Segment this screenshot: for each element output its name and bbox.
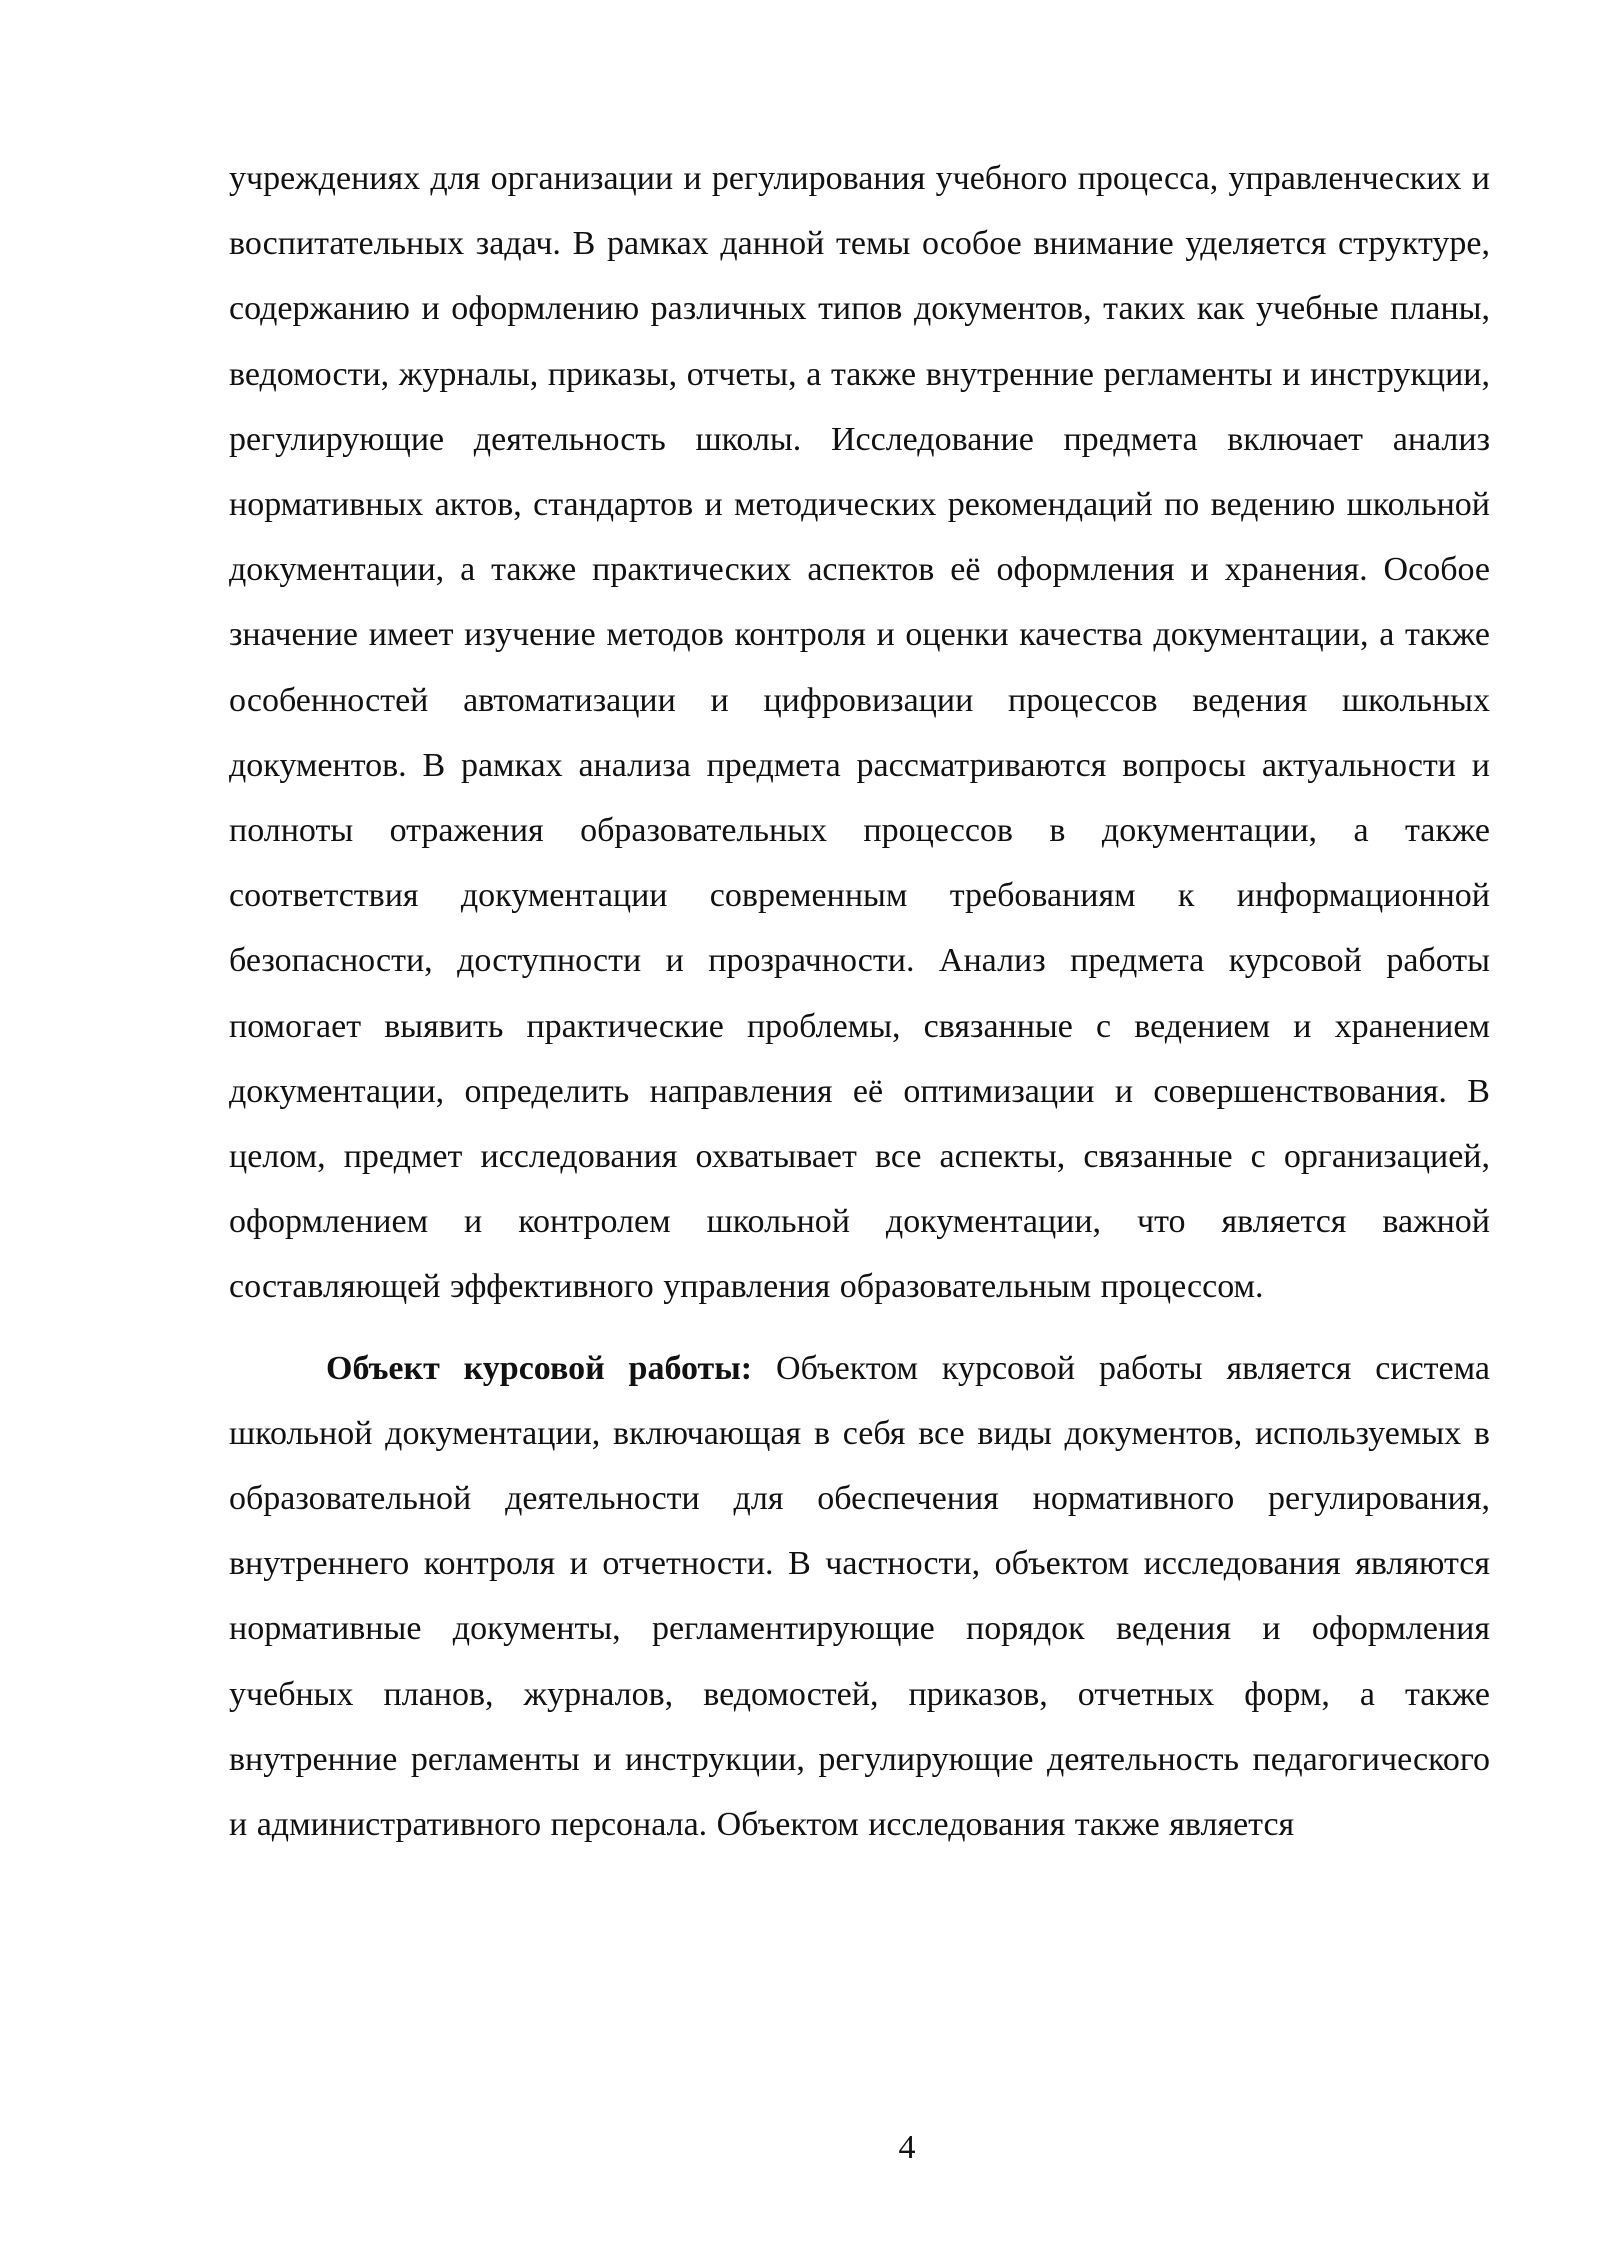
body-text (229, 146, 1490, 1857)
page-number: 4 (898, 2129, 916, 2166)
paragraph-object (229, 1336, 1490, 1858)
paragraph-object-body: Объектом курсовой работы является система школьной документации, включающая в себя все виды документов, используемых в образовательной деятельности для обеспечения нормативного регулирования, внутреннего контроля и отчетности. В частности, объектом исследования являются нормативные документы, регламентирующие порядок ведения и оформления учебных планов, журналов, ведомостей, приказов, отчетных форм, а также внутренние регламенты и инструкции, регулирующие деятельность педагогического и административного персонала. Объектом исследования также является (229, 1349, 1490, 1844)
paragraph-subject: учреждениях для организации и регулирования учебного процесса, управленческих и воспитательных задач. В рамках данной темы особое внимание уделяется структуре, содержанию и оформлению различных типов документов, таких как учебные планы, ведомости, журналы, приказы, отчеты, а также внутренние регламенты и инструкции, регулирующие деятельность школы. Исследование предмета включает анализ нормативных актов, стандартов и методических рекомендаций по ведению школьной документации, а также практических аспектов её оформления и хранения. Особое значение имеет изучение методов контроля и оценки качества документации, а также особенностей автоматизации и цифровизации процессов ведения школьных документов. В рамках анализа предмета рассматриваются вопросы актуальности и полноты отражения образовательных процессов в документации, а также соответствия документации современным требованиям к информационной безопасности, доступности и прозрачности. Анализ предмета курсовой работы помогает выявить практические проблемы, связанные с ведением и хранением документации, определить направления её оптимизации и совершенствования. В целом, предмет исследования охватывает все аспекты, связанные с организацией, оформлением и контролем школьной документации, что является важной составляющей эффективного управления образовательным процессом. (229, 160, 1490, 1306)
paragraph-heading-object: Объект курсовой работы: (326, 1349, 753, 1387)
